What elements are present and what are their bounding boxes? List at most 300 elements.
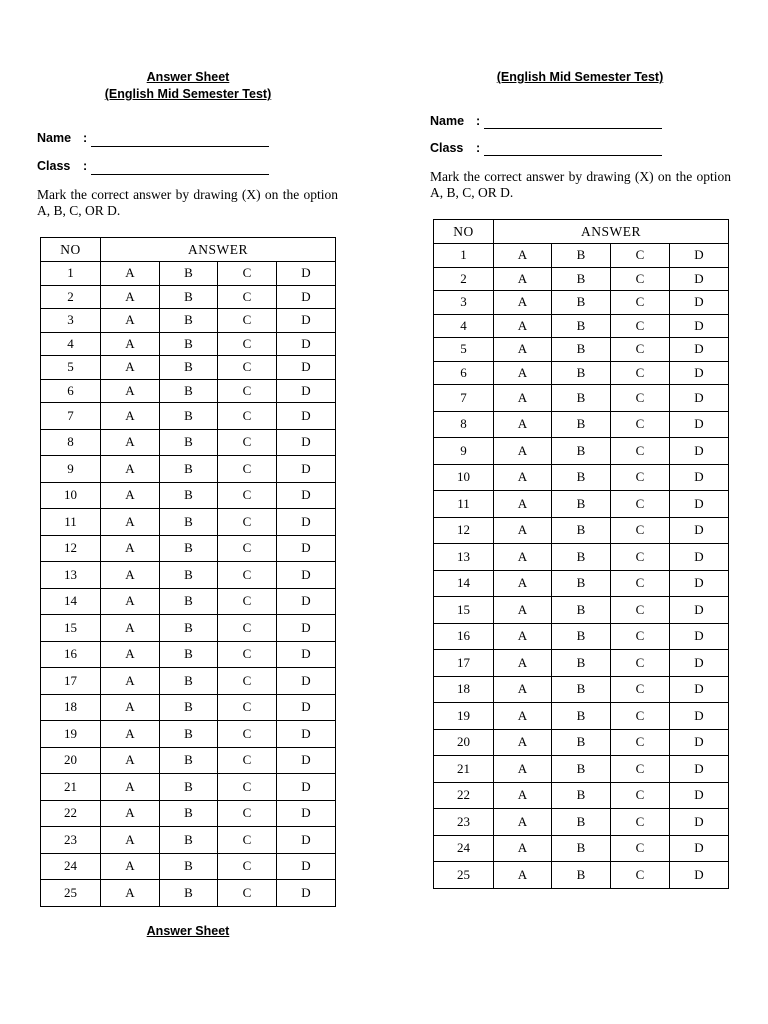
question-number: 6: [434, 361, 494, 385]
table-row: [434, 756, 729, 783]
option-d[interactable]: D: [277, 509, 336, 536]
option-c[interactable]: C: [218, 562, 277, 589]
option-d[interactable]: D: [670, 491, 729, 518]
option-c[interactable]: C: [611, 464, 670, 491]
left-name-label: Name: [37, 131, 72, 145]
option-d[interactable]: D: [670, 623, 729, 650]
table-row: [41, 747, 336, 774]
option-a[interactable]: A: [101, 774, 160, 801]
option-b[interactable]: B: [552, 835, 611, 862]
option-a[interactable]: A: [494, 570, 552, 597]
option-c[interactable]: C: [611, 729, 670, 756]
option-b[interactable]: B: [160, 482, 218, 509]
option-d[interactable]: D: [670, 314, 729, 338]
option-c[interactable]: C: [611, 809, 670, 836]
option-a[interactable]: A: [101, 853, 160, 880]
option-b[interactable]: B: [552, 361, 611, 385]
option-b[interactable]: B: [160, 309, 218, 333]
question-number: 15: [41, 615, 101, 642]
option-a[interactable]: A: [101, 641, 160, 668]
table-row: [434, 835, 729, 862]
option-a[interactable]: A: [494, 338, 552, 362]
question-number: 18: [41, 694, 101, 721]
option-b[interactable]: B: [160, 880, 218, 907]
option-c[interactable]: C: [611, 361, 670, 385]
option-d[interactable]: D: [277, 332, 336, 356]
option-b[interactable]: B: [552, 464, 611, 491]
table-row: [434, 544, 729, 571]
option-a[interactable]: A: [101, 747, 160, 774]
option-b[interactable]: B: [160, 615, 218, 642]
option-c[interactable]: C: [611, 756, 670, 783]
question-number: 20: [434, 729, 494, 756]
option-b[interactable]: B: [552, 491, 611, 518]
option-b[interactable]: B: [552, 411, 611, 438]
option-a[interactable]: A: [101, 309, 160, 333]
option-d[interactable]: D: [670, 267, 729, 291]
option-a[interactable]: A: [494, 623, 552, 650]
option-d[interactable]: D: [277, 747, 336, 774]
option-a[interactable]: A: [101, 285, 160, 309]
question-number: 13: [434, 544, 494, 571]
option-b[interactable]: B: [160, 262, 218, 286]
option-c[interactable]: C: [611, 782, 670, 809]
question-number: 4: [41, 332, 101, 356]
option-a[interactable]: A: [494, 361, 552, 385]
table-row: [41, 379, 336, 403]
option-c[interactable]: C: [218, 827, 277, 854]
option-c[interactable]: C: [611, 517, 670, 544]
option-d[interactable]: D: [277, 774, 336, 801]
option-c[interactable]: C: [611, 291, 670, 315]
option-a[interactable]: A: [494, 411, 552, 438]
option-a[interactable]: A: [101, 562, 160, 589]
table-row: [41, 285, 336, 309]
question-number: 9: [41, 456, 101, 483]
option-a[interactable]: A: [101, 332, 160, 356]
option-c[interactable]: C: [218, 853, 277, 880]
question-number: 8: [41, 429, 101, 456]
question-number: 16: [41, 641, 101, 668]
option-c[interactable]: C: [611, 623, 670, 650]
table-row: [434, 314, 729, 338]
question-number: 22: [434, 782, 494, 809]
option-a[interactable]: A: [101, 356, 160, 380]
option-a[interactable]: A: [494, 314, 552, 338]
option-d[interactable]: D: [277, 309, 336, 333]
question-number: 17: [434, 650, 494, 677]
option-a[interactable]: A: [101, 800, 160, 827]
option-d[interactable]: D: [670, 570, 729, 597]
option-d[interactable]: D: [670, 782, 729, 809]
question-number: 14: [434, 570, 494, 597]
option-d[interactable]: D: [277, 429, 336, 456]
option-d[interactable]: D: [277, 588, 336, 615]
left-class-field[interactable]: [91, 174, 269, 175]
option-b[interactable]: B: [160, 694, 218, 721]
option-d[interactable]: D: [670, 438, 729, 465]
option-d[interactable]: D: [277, 356, 336, 380]
option-a[interactable]: A: [101, 535, 160, 562]
option-b[interactable]: B: [160, 509, 218, 536]
option-d[interactable]: D: [670, 756, 729, 783]
option-d[interactable]: D: [670, 291, 729, 315]
option-c[interactable]: C: [611, 385, 670, 412]
option-a[interactable]: A: [494, 782, 552, 809]
option-d[interactable]: D: [670, 244, 729, 268]
option-d[interactable]: D: [670, 809, 729, 836]
option-c[interactable]: C: [218, 262, 277, 286]
option-d[interactable]: D: [277, 800, 336, 827]
option-a[interactable]: A: [494, 517, 552, 544]
table-row: [434, 650, 729, 677]
table-row: [41, 800, 336, 827]
question-number: 21: [434, 756, 494, 783]
option-d[interactable]: D: [277, 880, 336, 907]
option-d[interactable]: D: [277, 562, 336, 589]
question-number: 24: [434, 835, 494, 862]
question-number: 7: [41, 403, 101, 430]
option-c[interactable]: C: [218, 429, 277, 456]
option-b[interactable]: B: [552, 517, 611, 544]
option-a[interactable]: A: [494, 291, 552, 315]
option-b[interactable]: B: [552, 597, 611, 624]
option-b[interactable]: B: [160, 668, 218, 695]
option-a[interactable]: A: [494, 809, 552, 836]
option-c[interactable]: C: [611, 244, 670, 268]
option-c[interactable]: C: [611, 411, 670, 438]
option-a[interactable]: A: [101, 880, 160, 907]
table-row: [434, 623, 729, 650]
option-a[interactable]: A: [101, 588, 160, 615]
question-number: 4: [434, 314, 494, 338]
option-b[interactable]: B: [160, 379, 218, 403]
option-a[interactable]: A: [494, 244, 552, 268]
option-b[interactable]: B: [160, 562, 218, 589]
option-b[interactable]: B: [160, 853, 218, 880]
option-b[interactable]: B: [160, 588, 218, 615]
option-c[interactable]: C: [611, 835, 670, 862]
option-b[interactable]: B: [552, 676, 611, 703]
option-b[interactable]: B: [160, 774, 218, 801]
option-b[interactable]: B: [552, 438, 611, 465]
left-sheet-title: Answer Sheet: [146, 70, 230, 84]
question-number: 12: [434, 517, 494, 544]
table-row: [41, 827, 336, 854]
option-d[interactable]: D: [277, 721, 336, 748]
option-d[interactable]: D: [670, 703, 729, 730]
option-a[interactable]: A: [101, 827, 160, 854]
question-number: 10: [434, 464, 494, 491]
table-row: [434, 570, 729, 597]
option-d[interactable]: D: [277, 827, 336, 854]
option-d[interactable]: D: [277, 482, 336, 509]
option-a[interactable]: A: [101, 429, 160, 456]
question-number: 25: [41, 880, 101, 907]
left-sheet-subtitle: (English Mid Semester Test): [104, 87, 272, 101]
question-number: 2: [434, 267, 494, 291]
option-c[interactable]: C: [611, 314, 670, 338]
table-row: [434, 491, 729, 518]
option-a[interactable]: A: [494, 597, 552, 624]
option-d[interactable]: D: [277, 403, 336, 430]
table-row: [41, 332, 336, 356]
option-b[interactable]: B: [160, 721, 218, 748]
question-number: 9: [434, 438, 494, 465]
option-c[interactable]: C: [611, 267, 670, 291]
question-number: 16: [434, 623, 494, 650]
option-d[interactable]: D: [670, 676, 729, 703]
table-row: [434, 517, 729, 544]
option-a[interactable]: A: [101, 379, 160, 403]
option-b[interactable]: B: [160, 827, 218, 854]
option-c[interactable]: C: [218, 880, 277, 907]
question-number: 3: [41, 309, 101, 333]
option-b[interactable]: B: [160, 800, 218, 827]
option-d[interactable]: D: [277, 285, 336, 309]
table-row: [41, 615, 336, 642]
option-c[interactable]: C: [218, 641, 277, 668]
left-footer-title: Answer Sheet: [146, 924, 230, 938]
question-number: 11: [434, 491, 494, 518]
question-number: 14: [41, 588, 101, 615]
option-d[interactable]: D: [670, 597, 729, 624]
option-c[interactable]: C: [218, 309, 277, 333]
option-d[interactable]: D: [277, 379, 336, 403]
option-c[interactable]: C: [218, 800, 277, 827]
option-a[interactable]: A: [101, 482, 160, 509]
right-class-field[interactable]: [484, 155, 662, 156]
option-a[interactable]: A: [494, 491, 552, 518]
option-d[interactable]: D: [670, 517, 729, 544]
option-a[interactable]: A: [494, 676, 552, 703]
table-row: [434, 809, 729, 836]
question-number: 7: [434, 385, 494, 412]
option-d[interactable]: D: [277, 641, 336, 668]
option-b[interactable]: B: [160, 641, 218, 668]
table-row: [434, 703, 729, 730]
table-row: [434, 438, 729, 465]
option-b[interactable]: B: [552, 544, 611, 571]
option-a[interactable]: A: [101, 615, 160, 642]
option-c[interactable]: C: [218, 747, 277, 774]
option-c[interactable]: C: [218, 456, 277, 483]
option-a[interactable]: A: [101, 403, 160, 430]
option-d[interactable]: D: [670, 835, 729, 862]
option-d[interactable]: D: [277, 456, 336, 483]
option-b[interactable]: B: [160, 535, 218, 562]
table-row: [41, 509, 336, 536]
option-b[interactable]: B: [552, 862, 611, 889]
option-c[interactable]: C: [218, 668, 277, 695]
option-b[interactable]: B: [552, 291, 611, 315]
question-number: 1: [434, 244, 494, 268]
option-b[interactable]: B: [552, 703, 611, 730]
option-b[interactable]: B: [160, 429, 218, 456]
right-instruction: Mark the correct answer by drawing (X) on the option A, B, C, OR D.: [430, 169, 731, 200]
option-b[interactable]: B: [552, 570, 611, 597]
option-b[interactable]: B: [552, 729, 611, 756]
question-number: 13: [41, 562, 101, 589]
option-a[interactable]: A: [494, 544, 552, 571]
option-c[interactable]: C: [611, 438, 670, 465]
option-b[interactable]: B: [552, 267, 611, 291]
option-c[interactable]: C: [218, 482, 277, 509]
table-row: [41, 535, 336, 562]
right-name-colon: :: [476, 114, 481, 128]
option-c[interactable]: C: [218, 332, 277, 356]
table-row: [41, 429, 336, 456]
option-c[interactable]: C: [611, 338, 670, 362]
question-number: 19: [434, 703, 494, 730]
question-number: 21: [41, 774, 101, 801]
option-b[interactable]: B: [552, 809, 611, 836]
option-c[interactable]: C: [611, 862, 670, 889]
question-number: 1: [41, 262, 101, 286]
option-c[interactable]: C: [218, 285, 277, 309]
table-row: [41, 668, 336, 695]
table-row: [434, 244, 729, 268]
option-d[interactable]: D: [670, 385, 729, 412]
question-number: 6: [41, 379, 101, 403]
option-d[interactable]: D: [670, 862, 729, 889]
option-c[interactable]: C: [218, 694, 277, 721]
option-b[interactable]: B: [160, 456, 218, 483]
table-row: [434, 862, 729, 889]
question-number: 3: [434, 291, 494, 315]
table-row: [434, 267, 729, 291]
question-number: 11: [41, 509, 101, 536]
left-name-colon: :: [83, 131, 88, 145]
option-c[interactable]: C: [218, 721, 277, 748]
table-row: [434, 385, 729, 412]
option-a[interactable]: A: [494, 385, 552, 412]
option-b[interactable]: B: [160, 403, 218, 430]
answer-header: ANSWER: [101, 238, 336, 262]
question-number: 18: [434, 676, 494, 703]
right-class-colon: :: [476, 141, 481, 155]
option-d[interactable]: D: [277, 853, 336, 880]
option-a[interactable]: A: [494, 703, 552, 730]
question-number: 25: [434, 862, 494, 889]
option-d[interactable]: D: [670, 464, 729, 491]
question-number: 24: [41, 853, 101, 880]
question-number: 5: [41, 356, 101, 380]
option-c[interactable]: C: [218, 615, 277, 642]
option-b[interactable]: B: [552, 756, 611, 783]
option-a[interactable]: A: [494, 729, 552, 756]
right-answer-table: [433, 219, 729, 889]
option-b[interactable]: B: [552, 314, 611, 338]
table-row: [41, 403, 336, 430]
question-number: 19: [41, 721, 101, 748]
option-c[interactable]: C: [611, 703, 670, 730]
option-d[interactable]: D: [670, 338, 729, 362]
table-row: [41, 309, 336, 333]
option-d[interactable]: D: [670, 361, 729, 385]
option-a[interactable]: A: [101, 668, 160, 695]
option-c[interactable]: C: [218, 535, 277, 562]
table-row: [41, 721, 336, 748]
option-b[interactable]: B: [552, 244, 611, 268]
option-d[interactable]: D: [277, 668, 336, 695]
option-b[interactable]: B: [552, 385, 611, 412]
option-d[interactable]: D: [277, 694, 336, 721]
option-c[interactable]: C: [611, 491, 670, 518]
option-c[interactable]: C: [611, 597, 670, 624]
option-a[interactable]: A: [494, 464, 552, 491]
option-c[interactable]: C: [611, 544, 670, 571]
left-answer-table: [40, 237, 336, 907]
table-row: [41, 641, 336, 668]
option-c[interactable]: C: [218, 588, 277, 615]
option-d[interactable]: D: [670, 729, 729, 756]
option-c[interactable]: C: [611, 650, 670, 677]
option-b[interactable]: B: [160, 356, 218, 380]
option-c[interactable]: C: [218, 379, 277, 403]
table-row: [434, 291, 729, 315]
option-b[interactable]: B: [160, 332, 218, 356]
table-row: [41, 694, 336, 721]
option-d[interactable]: D: [670, 650, 729, 677]
option-b[interactable]: B: [160, 285, 218, 309]
option-b[interactable]: B: [552, 650, 611, 677]
table-row: [434, 338, 729, 362]
option-c[interactable]: C: [611, 676, 670, 703]
right-class-label: Class: [430, 141, 464, 155]
option-c[interactable]: C: [611, 570, 670, 597]
option-a[interactable]: A: [494, 862, 552, 889]
option-d[interactable]: D: [670, 411, 729, 438]
option-b[interactable]: B: [552, 338, 611, 362]
option-a[interactable]: A: [101, 721, 160, 748]
option-b[interactable]: B: [552, 623, 611, 650]
option-a[interactable]: A: [494, 756, 552, 783]
left-name-field[interactable]: [91, 146, 269, 147]
question-number: 5: [434, 338, 494, 362]
option-a[interactable]: A: [494, 438, 552, 465]
table-row: [434, 464, 729, 491]
answer-header: ANSWER: [494, 220, 729, 244]
left-instruction: Mark the correct answer by drawing (X) on the option A, B, C, OR D.: [37, 187, 338, 218]
option-b[interactable]: B: [160, 747, 218, 774]
table-row: [434, 729, 729, 756]
option-d[interactable]: D: [277, 262, 336, 286]
table-row: [41, 853, 336, 880]
option-a[interactable]: A: [101, 262, 160, 286]
option-a[interactable]: A: [494, 835, 552, 862]
no-header: NO: [41, 238, 101, 262]
option-a[interactable]: A: [101, 456, 160, 483]
option-a[interactable]: A: [494, 650, 552, 677]
option-c[interactable]: C: [218, 774, 277, 801]
option-a[interactable]: A: [494, 267, 552, 291]
option-b[interactable]: B: [552, 782, 611, 809]
option-d[interactable]: D: [277, 535, 336, 562]
option-d[interactable]: D: [670, 544, 729, 571]
option-a[interactable]: A: [101, 694, 160, 721]
question-number: 23: [434, 809, 494, 836]
table-row: [434, 411, 729, 438]
option-c[interactable]: C: [218, 509, 277, 536]
option-c[interactable]: C: [218, 403, 277, 430]
right-name-field[interactable]: [484, 128, 662, 129]
option-d[interactable]: D: [277, 615, 336, 642]
table-row: [41, 562, 336, 589]
option-c[interactable]: C: [218, 356, 277, 380]
question-number: 22: [41, 800, 101, 827]
option-a[interactable]: A: [101, 509, 160, 536]
